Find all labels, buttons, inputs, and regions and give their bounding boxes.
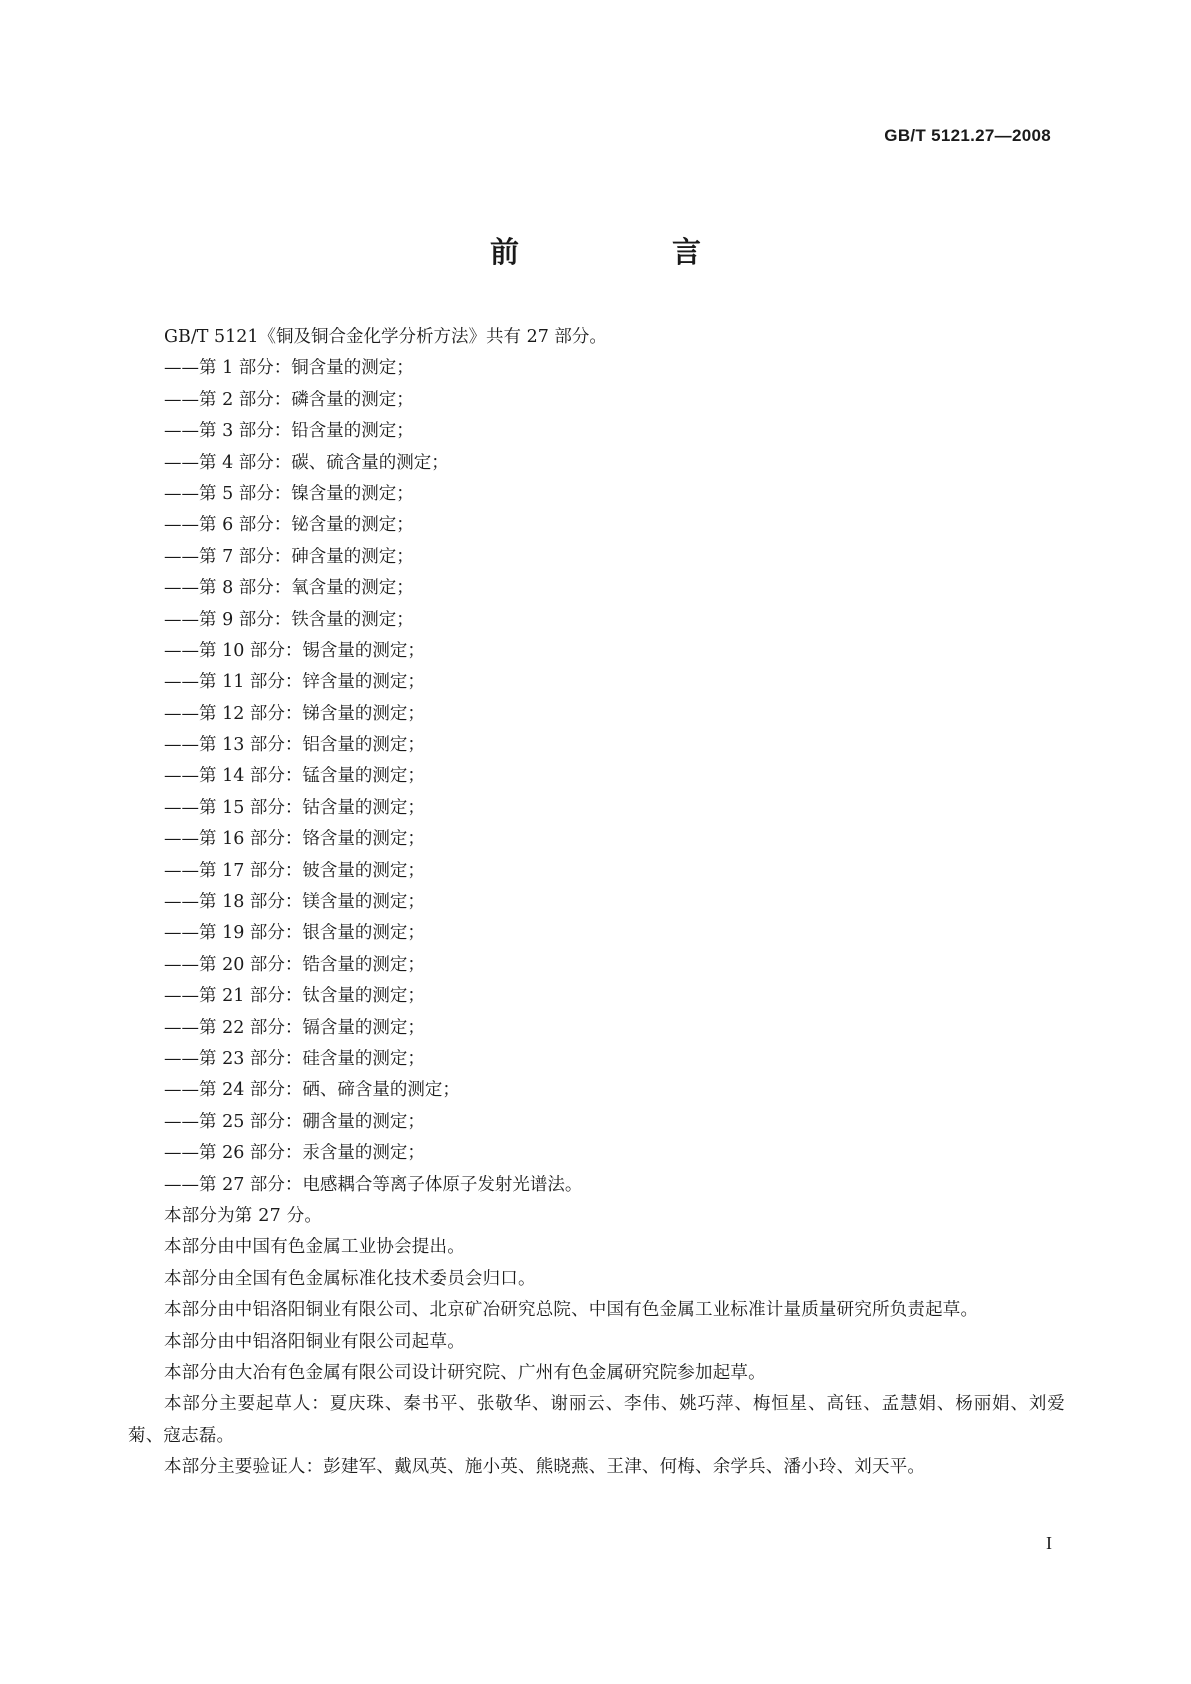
statement-drafter: 本部分由中铝洛阳铜业有限公司起草。 <box>164 1331 465 1352</box>
part-item: ——第 6 部分：铋含量的测定； <box>164 515 414 536</box>
part-item: ——第 17 部分：铍含量的测定； <box>164 860 425 881</box>
statement-main-verifiers: 本部分主要验证人：彭建军、戴凤英、施小英、熊晓燕、王津、何梅、余学兵、潘小玲、刘天平。 <box>164 1457 926 1478</box>
part-item: ——第 23 部分：硅含量的测定； <box>164 1048 425 1069</box>
part-item: ——第 20 部分：锆含量的测定； <box>164 954 425 975</box>
part-item: ——第 18 部分：镁含量的测定； <box>164 892 425 913</box>
part-item: ——第 3 部分：铅含量的测定； <box>164 421 414 442</box>
part-item: ——第 25 部分：硼含量的测定； <box>164 1111 425 1132</box>
part-item: ——第 14 部分：锰含量的测定； <box>164 766 425 787</box>
part-item: ——第 1 部分：铜含量的测定； <box>164 358 414 379</box>
statements <box>128 1201 1065 1484</box>
statement-part-number: 本部分为第 27 分。 <box>164 1205 323 1226</box>
statement-participating-drafters: 本部分由大冶有色金属有限公司设计研究院、广州有色金属研究院参加起草。 <box>164 1362 766 1383</box>
part-item: ——第 21 部分：钛含量的测定； <box>164 986 425 1007</box>
part-item: ——第 4 部分：碳、硫含量的测定； <box>164 452 449 473</box>
statement-committee: 本部分由全国有色金属标准化技术委员会归口。 <box>164 1268 536 1289</box>
part-item: ——第 5 部分：镍含量的测定； <box>164 483 414 504</box>
page-title: 前 言 <box>489 235 763 269</box>
part-item: ——第 24 部分：硒、碲含量的测定； <box>164 1080 460 1101</box>
standard-code: GB/T 5121.27—2008 <box>884 126 1051 145</box>
part-item: ——第 27 部分：电感耦合等离子体原子发射光谱法。 <box>164 1174 583 1195</box>
part-item: ——第 26 部分：汞含量的测定； <box>164 1143 425 1164</box>
part-item: ——第 11 部分：锌含量的测定； <box>164 672 425 693</box>
intro-paragraph: GB/T 5121《铜及铜合金化学分析方法》共有 27 部分。 <box>164 327 607 347</box>
part-item: ——第 16 部分：铬含量的测定； <box>164 829 425 850</box>
part-item: ——第 7 部分：砷含量的测定； <box>164 546 414 567</box>
part-item: ——第 10 部分：锡含量的测定； <box>164 640 425 661</box>
statement-proposer: 本部分由中国有色金属工业协会提出。 <box>164 1237 465 1258</box>
page-number: I <box>1046 1533 1052 1553</box>
statement-responsible-drafters: 本部分由中铝洛阳铜业有限公司、北京矿冶研究总院、中国有色金属工业标准计量质量研究所负责起草。 <box>164 1300 979 1321</box>
part-item: ——第 9 部分：铁含量的测定； <box>164 609 414 630</box>
part-item: ——第 19 部分：银含量的测定； <box>164 923 425 944</box>
part-item: ——第 13 部分：铝含量的测定； <box>164 735 425 756</box>
part-item: ——第 22 部分：镉含量的测定； <box>164 1017 425 1038</box>
statement-main-drafters: 本部分主要起草人：夏庆珠、秦书平、张敬华、谢丽云、李伟、姚巧萍、梅恒星、高钰、孟慧娟、杨丽娟、刘爱菊、寇志磊。 <box>128 1394 1065 1446</box>
part-item: ——第 8 部分：氧含量的测定； <box>164 578 414 599</box>
part-item: ——第 12 部分：锑含量的测定； <box>164 703 425 724</box>
parts-list <box>128 353 1065 1201</box>
part-item: ——第 2 部分：磷含量的测定； <box>164 389 414 410</box>
foreword-body <box>128 322 1065 1484</box>
part-item: ——第 15 部分：钴含量的测定； <box>164 797 425 818</box>
